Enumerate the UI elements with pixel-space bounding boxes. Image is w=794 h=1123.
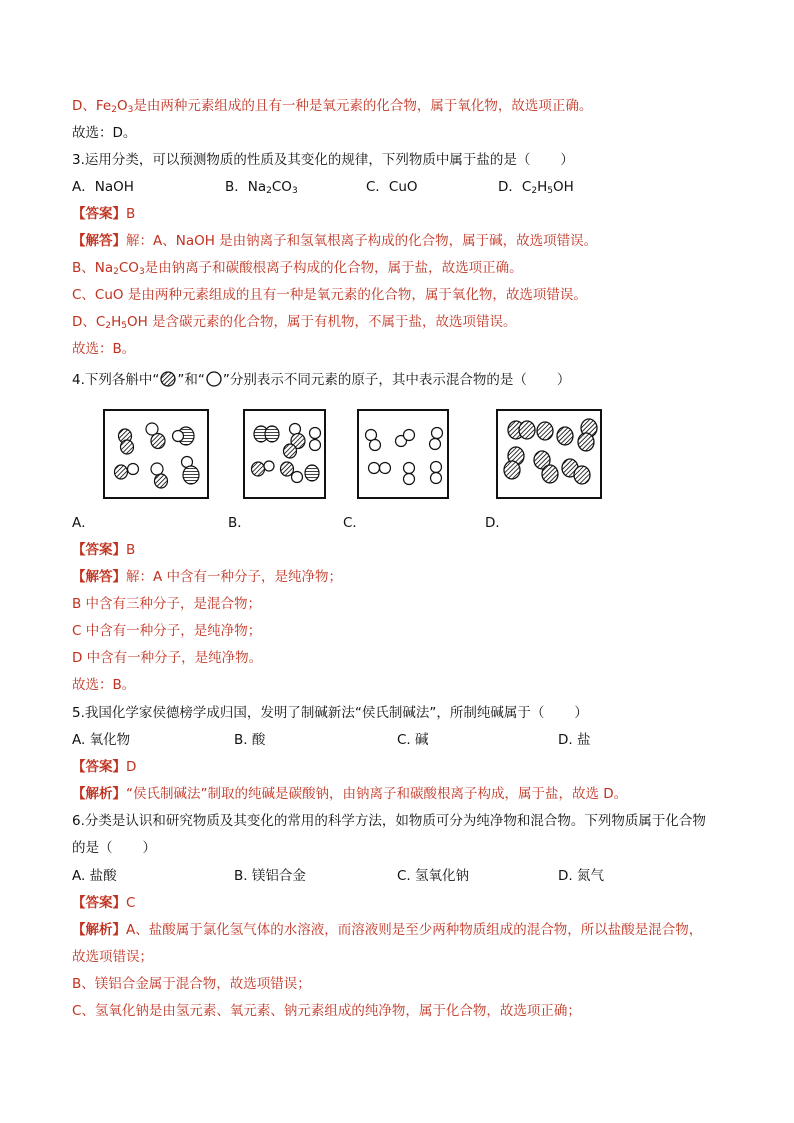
molecule-diagram-a <box>103 409 209 499</box>
q5-option-b: B. 酸 <box>234 732 266 748</box>
q6-answer: 【答案】C <box>72 895 136 911</box>
plain-atom-icon <box>205 371 223 387</box>
q3-option-b: B．$Na_2CO_3$ <box>225 179 298 196</box>
q6-stem-line2: 的是（ ） <box>72 840 156 856</box>
hatched-atom-icon <box>159 371 177 387</box>
q5-answer: 【答案】D <box>72 759 137 775</box>
q5-option-d: D. 盐 <box>558 732 591 748</box>
q3-solution-d: D、$C_2H_5OH$ 是含碳元素的化合物，属于有机物，不属于盐，故选项错误。 <box>72 314 517 331</box>
q4-label-b: B． <box>228 515 251 531</box>
q6-analysis-b: B、镁铝合金属于混合物，故选项错误； <box>72 976 311 992</box>
q3-stem: 3.运用分类，可以预测物质的性质及其变化的规律，下列物质中属于盐的是（ ） <box>72 152 574 168</box>
q3-solution-c: C、CuO 是由两种元素组成的且有一种是氧元素的化合物，属于氧化物，故选项错误。 <box>72 287 587 303</box>
q5-option-a: A. 氧化物 <box>72 732 131 748</box>
q5-option-c: C. 碱 <box>397 732 429 748</box>
q4-label-a: A． <box>72 515 95 531</box>
q2-choice: 故选：D。 <box>72 125 137 141</box>
q5-analysis: 【解析】“侯氏制碱法”制取的纯碱是碳酸钠，由钠离子和碳酸根离子构成，属于盐，故选 D。 <box>72 786 628 802</box>
q6-analysis: 【解析】A、盐酸属于氯化氢气体的水溶液，而溶液则是至少两种物质组成的混合物，所以盐酸是混合物， <box>72 922 703 938</box>
q6-stem-line1: 6.分类是认识和研究物质及其变化的常用的科学方法，如物质可分为纯净物和混合物。下列物质属于化合物 <box>72 813 706 829</box>
q6-analysis-c: C、氢氧化钠是由氢元素、氧元素、钠元素组成的纯净物，属于化合物，故选项正确； <box>72 1003 581 1019</box>
q6-option-b: B. 镁铝合金 <box>234 868 306 884</box>
q4-choice: 故选：B。 <box>72 677 136 693</box>
molecule-diagram-b <box>243 409 326 499</box>
q6-option-d: D. 氮气 <box>558 868 604 884</box>
q3-answer: 【答案】B <box>72 206 136 222</box>
q2-option-d-explanation: D、$Fe_2O_3$是由两种元素组成的且有一种是氧元素的化合物，属于氧化物，故选项正确。 <box>72 98 593 115</box>
molecule-diagram-c <box>357 409 449 499</box>
q4-label-c: C． <box>343 515 366 531</box>
q3-solution-b: B、$Na_2CO_3$是由钠离子和碳酸根离子构成的化合物，属于盐，故选项正确。 <box>72 260 523 277</box>
q6-option-a: A. 盐酸 <box>72 868 117 884</box>
q4-solution-c: C 中含有一种分子，是纯净物； <box>72 623 262 639</box>
q3-option-c: C．CuO <box>366 179 418 195</box>
q4-label-d: D． <box>485 515 509 531</box>
q4-solution: 【解答】解：A 中含有一种分子，是纯净物； <box>72 569 343 585</box>
q6-option-c: C. 氢氧化钠 <box>397 868 470 884</box>
q4-solution-d: D 中含有一种分子，是纯净物。 <box>72 650 263 666</box>
q3-option-a: A．NaOH <box>72 179 134 195</box>
q4-stem: 4.下列各斛中“ ”和“ ”分别表示不同元素的原子，其中表示混合物的是（ ） <box>72 372 571 388</box>
molecule-diagram-d <box>496 409 602 499</box>
q3-choice: 故选：B。 <box>72 341 136 357</box>
q3-option-d: D．$C_2H_5OH$ <box>498 179 574 196</box>
q4-solution-b: B 中含有三种分子，是混合物； <box>72 596 262 612</box>
q5-stem: 5.我国化学家侯德榜学成归国，发明了制碱新法“侯氏制碱法”，所制纯碱属于（ ） <box>72 705 588 721</box>
q4-answer: 【答案】B <box>72 542 136 558</box>
q6-analysis-line2: 故选项错误； <box>72 949 153 965</box>
q3-solution: 【解答】解：A、NaOH 是由钠离子和氢氧根离子构成的化合物，属于碱，故选项错误。 <box>72 233 598 249</box>
